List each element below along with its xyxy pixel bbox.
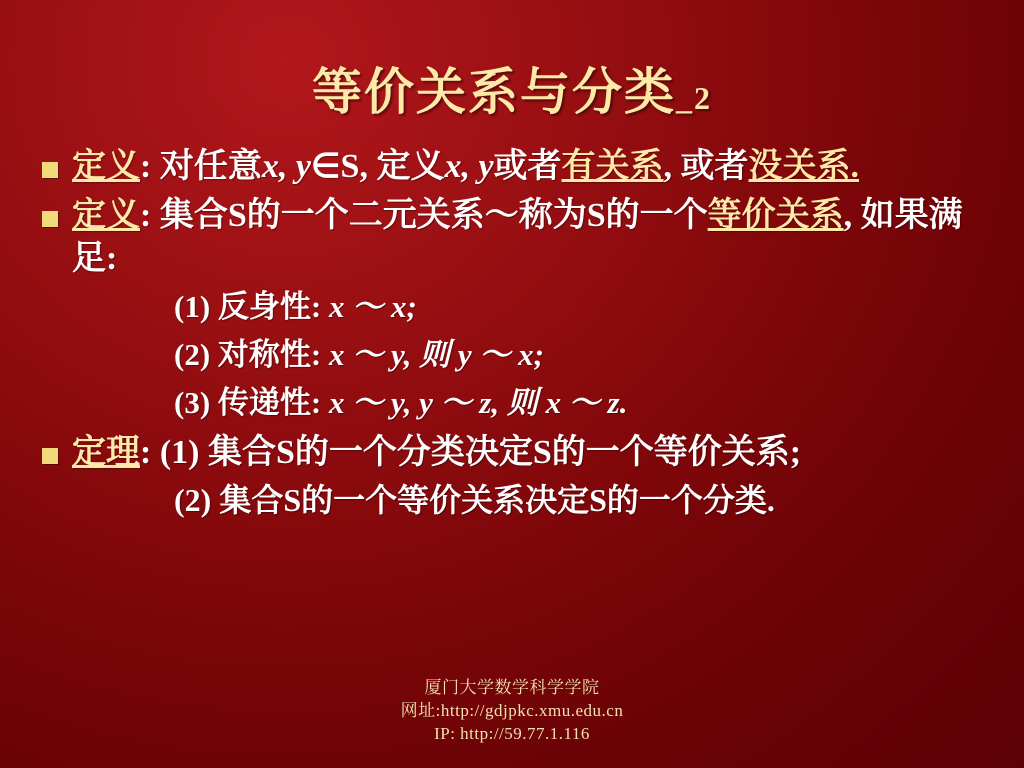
keyword-theorem: 定理 xyxy=(72,433,140,471)
slide-body xyxy=(0,146,1024,520)
bullet-item-definition-2 xyxy=(42,195,998,281)
definition-1-part-c: ∈S, 定义 xyxy=(310,148,445,185)
footer-website: 网址:http://gdjpkc.xmu.edu.cn xyxy=(400,701,624,721)
bullet-text-theorem xyxy=(72,432,801,475)
theorem-separator: : xyxy=(140,433,160,471)
condition-formula-1: x ～ x; xyxy=(328,289,417,325)
condition-formula-3: x ～ y, y ～ z, 则 x ～ z. xyxy=(328,385,628,421)
keyword-definition: 定义 xyxy=(72,148,140,185)
theorem-number-1: (1) xyxy=(159,433,200,471)
bullet-text-definition-2 xyxy=(72,195,998,281)
condition-label-2: 对称性: xyxy=(210,337,329,373)
slide-footer xyxy=(0,677,1024,746)
footer-institution: 厦门大学数学科学学院 xyxy=(424,678,600,698)
definition-1-vars-1: x, y xyxy=(261,148,311,185)
condition-label-1: 反身性: xyxy=(210,289,329,325)
square-bullet-icon xyxy=(42,211,58,227)
condition-label-3: 传递性: xyxy=(210,385,329,421)
condition-number-1: (1) xyxy=(174,289,211,325)
definition-1-part-g: , 或者 xyxy=(663,148,749,185)
bullet-item-definition-1 xyxy=(42,146,998,189)
theorem-text-2: 集合S的一个等价关系决定S的一个分类. xyxy=(211,481,775,518)
definition-1-vars-2: x, y xyxy=(444,148,494,185)
keyword-no-relation: 没关系. xyxy=(748,148,860,185)
condition-number-2: (2) xyxy=(174,337,211,373)
square-bullet-icon xyxy=(42,162,58,178)
condition-number-3: (3) xyxy=(174,385,211,421)
square-bullet-icon xyxy=(42,448,58,464)
keyword-definition: 定义 xyxy=(72,196,140,234)
theorem-item-2 xyxy=(42,481,998,520)
page-title-main: 等价关系与分类 xyxy=(312,64,676,120)
definition-2-part-a: : 集合S的一个二元关系～称为S的一个 xyxy=(140,196,708,234)
condition-formula-2: x ～ y, 则 y ～ x; xyxy=(328,337,544,373)
page-title-suffix: _2 xyxy=(676,80,712,116)
definition-1-part-e: 或者 xyxy=(493,148,562,185)
page-title xyxy=(0,0,1024,124)
definition-1-part-a: : 对任意 xyxy=(140,148,262,185)
bullet-text-definition-1 xyxy=(72,146,859,189)
bullet-item-theorem xyxy=(42,432,998,475)
condition-item-1 xyxy=(42,288,998,326)
footer-ip: IP: http://59.77.1.116 xyxy=(434,724,590,744)
theorem-number-2: (2) xyxy=(174,481,212,518)
condition-item-2 xyxy=(42,336,998,374)
condition-item-3 xyxy=(42,384,998,422)
definition-2-part-c: , 如果满足: xyxy=(72,196,963,277)
theorem-text-1: 集合S的一个分类决定S的一个等价关系; xyxy=(199,433,802,471)
keyword-has-relation: 有关系 xyxy=(561,148,664,185)
keyword-equivalence-relation: 等价关系 xyxy=(707,196,844,234)
